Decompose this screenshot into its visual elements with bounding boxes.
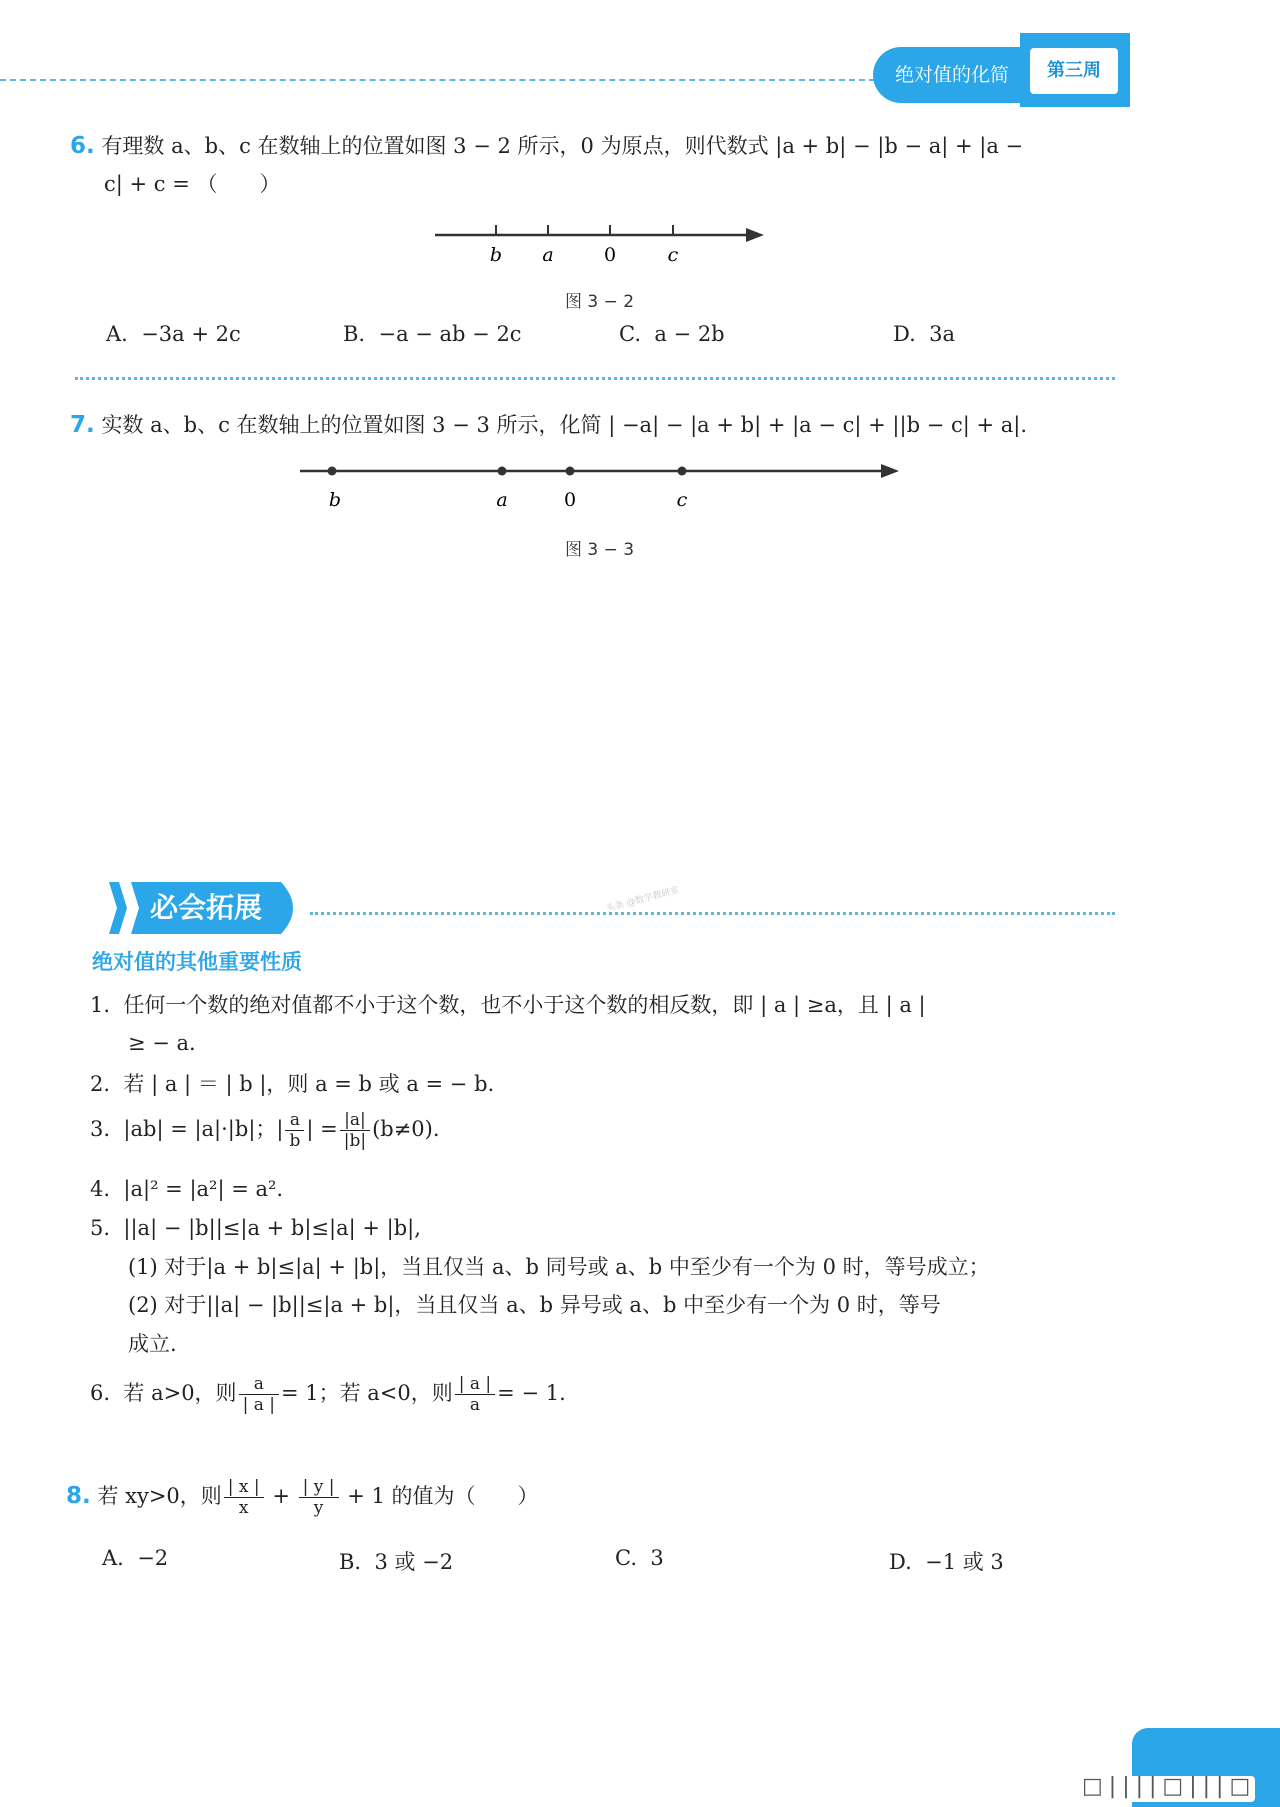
q6-option-d[interactable] [893, 322, 955, 346]
q6-option-b[interactable] [343, 322, 522, 346]
property-6-fraction-2 [455, 1374, 495, 1415]
q8-option-b-letter: B. [339, 1550, 362, 1574]
section-dotted-rule [310, 912, 1115, 915]
banner-chevron-icon [109, 882, 127, 934]
q8-plus: + [272, 1484, 290, 1508]
q7-label-a: a [496, 489, 508, 511]
q6-number: 6. [70, 133, 95, 159]
q8-option-d-text: −1 或 3 [925, 1550, 1004, 1574]
q6-option-c-letter: C. [619, 322, 641, 346]
q8-option-a-text: −2 [137, 1546, 169, 1570]
property-6-f2-num: | a | [455, 1374, 495, 1395]
property-5-sub1: (1) 对于|a + b|≤|a| + |b|，当且仅当 a、b 同号或 a、b 中至少有一个为 0 时，等号成立； [128, 1255, 990, 1279]
q6-stem-line1: 有理数 a、b、c 在数轴上的位置如图 3 − 2 所示，0 为原点，则代数式 |a + b| − |b − a| + |a − [101, 134, 1024, 158]
property-4-number: 4. [90, 1177, 111, 1201]
q6-figure-caption: 图 3 − 2 [565, 292, 635, 312]
q6-label-c: c [667, 244, 679, 265]
q6-option-d-text: 3a [929, 322, 956, 346]
property-3-f2-den: |b| [343, 1131, 367, 1151]
q8-fraction-2 [299, 1477, 339, 1518]
q6-separator [75, 377, 1115, 380]
q7-figure-caption: 图 3 − 3 [565, 540, 635, 560]
property-3-fraction-2 [340, 1110, 370, 1151]
q6-label-a: a [542, 244, 554, 265]
property-3-f1-num: a [285, 1110, 304, 1131]
watermark: 头条 @数学教研室 [605, 885, 681, 915]
property-5-number: 5. [90, 1216, 111, 1240]
property-6 [90, 1374, 566, 1415]
q8-option-a-letter: A. [102, 1546, 124, 1570]
q8-option-d-letter: D. [889, 1550, 912, 1574]
q7-label-c: c [676, 489, 688, 511]
q6-label-0: 0 [603, 244, 617, 265]
property-1-line1 [90, 988, 926, 1022]
q8-f2-num: | y | [299, 1477, 339, 1498]
page-mark: □||||□|||□ [1082, 1774, 1257, 1799]
q8-line [66, 1477, 539, 1518]
q8-f1-num: | x | [224, 1477, 264, 1498]
q8-f1-den: x [238, 1498, 249, 1518]
q8-option-c[interactable] [615, 1546, 664, 1570]
property-6-f1-den: | a | [242, 1395, 275, 1415]
q7-point-c [678, 467, 687, 476]
property-5-sub2-cont: 成立. [128, 1332, 177, 1356]
q6-option-c-text: a − 2b [654, 322, 725, 346]
q6-option-a-letter: A. [106, 322, 128, 346]
header-dashed-rule [0, 79, 875, 81]
q6-number-line [430, 215, 770, 265]
q7-number: 7. [70, 412, 95, 438]
q7-point-b [328, 467, 337, 476]
q6-option-d-letter: D. [893, 322, 916, 346]
property-5-sub2: (2) 对于||a| − |b||≤|a + b|，当且仅当 a、b 异号或 a、b 中至少有一个为 0 时，等号 [128, 1293, 941, 1317]
week-label: 第三周 [1030, 48, 1118, 94]
section-title: 必会拓展 [150, 891, 263, 924]
q7-line [70, 408, 1027, 442]
q8-option-b-text: 3 或 −2 [374, 1550, 454, 1574]
q6-line1 [70, 129, 1023, 163]
property-6-f2-den: a [469, 1395, 481, 1415]
q8-option-c-letter: C. [615, 1546, 637, 1570]
q7-point-a [498, 467, 507, 476]
q7-point-0 [566, 467, 575, 476]
q6-option-c[interactable] [619, 322, 725, 346]
q8-option-a[interactable] [102, 1546, 168, 1570]
property-3-number: 3. [90, 1117, 111, 1141]
property-3-fraction-1 [285, 1110, 304, 1151]
property-3-f1-den: b [289, 1131, 301, 1151]
property-1-text: 任何一个数的绝对值都不小于这个数，也不小于这个数的相反数，即 | a | ≥a，且 | a | [123, 993, 926, 1017]
property-6-pre: 若 a>0，则 [123, 1381, 237, 1405]
property-4 [90, 1172, 283, 1206]
property-5 [90, 1211, 421, 1245]
q7-number-line [295, 455, 905, 515]
q8-fraction-1 [224, 1477, 264, 1518]
property-1-number: 1. [90, 993, 111, 1017]
property-3-mid: | = [306, 1117, 338, 1141]
q6-option-a[interactable] [106, 322, 241, 346]
q6-option-b-letter: B. [343, 322, 366, 346]
q8-post: + 1 的值为（ ） [347, 1484, 539, 1508]
property-6-mid: = 1；若 a<0，则 [280, 1381, 453, 1405]
q8-option-b[interactable] [339, 1546, 453, 1576]
chapter-title-tag: 绝对值的化简 [873, 47, 1045, 103]
property-2 [90, 1067, 494, 1101]
q8-number: 8. [66, 1483, 91, 1509]
property-2-text: 若 | a | ＝ | b |，则 a = b 或 a = − b. [123, 1072, 495, 1096]
property-4-text: |a|² = |a²| = a². [123, 1177, 284, 1201]
q8-f2-den: y [313, 1498, 324, 1518]
property-3-pre: |ab| = |a|·|b|；| [123, 1117, 284, 1141]
q7-axis-arrow [881, 464, 899, 478]
property-6-fraction-1 [239, 1374, 279, 1415]
q6-axis-arrow [746, 228, 764, 242]
q6-stem-line2: c| + c = （ ） [104, 172, 281, 196]
property-1-line2: ≥ − a. [128, 1031, 196, 1055]
property-5-text: ||a| − |b||≤|a + b|≤|a| + |b|, [123, 1216, 421, 1240]
q8-pre: 若 xy>0，则 [97, 1484, 222, 1508]
property-6-post: = − 1. [497, 1381, 566, 1405]
q6-option-a-text: −3a + 2c [141, 322, 241, 346]
section-subtitle: 绝对值的其他重要性质 [92, 950, 302, 974]
q7-stem: 实数 a、b、c 在数轴上的位置如图 3 − 3 所示，化简 | −a| − |a + b| + |a − c| + ||b − c| + a|. [101, 413, 1028, 437]
property-2-number: 2. [90, 1072, 111, 1096]
q7-label-b: b [328, 489, 342, 511]
property-3-f2-num: |a| [340, 1110, 370, 1131]
q8-option-d[interactable] [889, 1546, 1004, 1576]
q7-label-0: 0 [563, 489, 577, 511]
q6-option-b-text: −a − ab − 2c [378, 322, 522, 346]
property-6-number: 6. [90, 1381, 111, 1405]
property-3 [90, 1110, 440, 1151]
q6-label-b: b [489, 244, 503, 265]
q8-option-c-text: 3 [650, 1546, 664, 1570]
property-3-post: (b≠0). [372, 1117, 440, 1141]
property-6-f1-num: a [239, 1374, 279, 1395]
